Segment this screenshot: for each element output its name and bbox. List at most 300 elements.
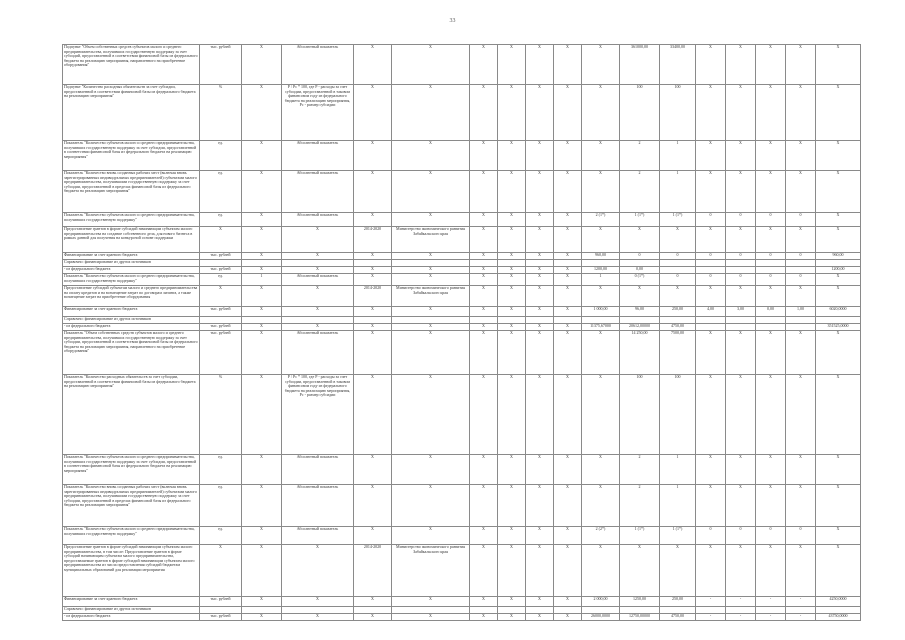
row-description-cell: Предоставление грантов в форме субсидий начинающим субъектам малого предпринимательства на создание собственного дела, для нового бизнеса в рамках данной для получения на конкурсной основе поддержки xyxy=(63,227,200,253)
table-cell: X xyxy=(786,331,816,375)
table-cell: X xyxy=(726,85,756,141)
table-cell xyxy=(282,317,354,324)
table-cell: X xyxy=(498,267,526,274)
table-cell: X xyxy=(282,253,354,260)
table-cell xyxy=(498,317,526,324)
table-cell: X xyxy=(242,171,282,213)
table-cell: X xyxy=(816,527,861,545)
table-cell: X xyxy=(470,307,498,317)
table-cell: 1 xyxy=(660,141,696,171)
table-cell: 1 000,00 xyxy=(582,307,620,317)
table-cell: 351525,0000 xyxy=(816,324,861,331)
table-cell xyxy=(470,317,498,324)
table-cell: X xyxy=(554,227,582,253)
table-cell: X xyxy=(816,286,861,307)
table-cell: 0 xyxy=(726,253,756,260)
table-cell: X xyxy=(526,545,554,597)
table-cell: 4250,0000 xyxy=(816,597,861,607)
table-cell: X xyxy=(392,45,470,85)
table-cell: 33400,00 xyxy=(660,45,696,85)
table-cell: X xyxy=(242,227,282,253)
table-cell: Абсолютный показатель xyxy=(282,331,354,375)
table-row xyxy=(63,607,861,614)
table-cell: X xyxy=(242,527,282,545)
table-cell: 0 xyxy=(726,274,756,286)
table-cell: X xyxy=(498,614,526,621)
table-row xyxy=(63,274,861,286)
table-cell: 20612,00000 xyxy=(620,324,660,331)
table-cell: X xyxy=(498,324,526,331)
table-cell: X xyxy=(242,485,282,527)
table-cell: X xyxy=(526,171,554,213)
row-description-cell: Показатель "Количество субъектов малого и среднего предпринимательства, получивших государственную поддержку" xyxy=(63,274,200,286)
row-description-cell: Показатель "Количество расходных обязательств за счет субсидии, предоставленной в соответствии финансовой базы из федерального бюджета на реализацию мероприятия" xyxy=(63,375,200,455)
table-cell xyxy=(660,317,696,324)
table-row xyxy=(63,317,861,324)
table-cell: X xyxy=(554,45,582,85)
table-cell: X xyxy=(816,455,861,485)
table-cell: 1 xyxy=(660,455,696,485)
table-cell: X xyxy=(786,286,816,307)
table-cell xyxy=(660,607,696,614)
table-cell: X xyxy=(354,274,392,286)
table-cell: X xyxy=(526,274,554,286)
table-cell: тыс. рублей xyxy=(200,324,242,331)
table-cell: X xyxy=(756,455,786,485)
table-cell: Абсолютный показатель xyxy=(282,274,354,286)
table-cell: X xyxy=(786,485,816,527)
table-cell: X xyxy=(498,375,526,455)
table-cell: X xyxy=(816,141,861,171)
table-cell: X xyxy=(756,485,786,527)
table-cell: Абсолютный показатель xyxy=(282,455,354,485)
table-cell: X xyxy=(282,324,354,331)
table-cell: X xyxy=(526,85,554,141)
table-cell: X xyxy=(554,324,582,331)
table-row xyxy=(63,253,861,260)
table-cell: X xyxy=(726,545,756,597)
table-cell: Абсолютный показатель xyxy=(282,141,354,171)
table-cell: X xyxy=(498,85,526,141)
table-cell: X xyxy=(526,331,554,375)
table-cell xyxy=(582,607,620,614)
table-cell: 1,00 xyxy=(786,307,816,317)
table-cell: X xyxy=(786,45,816,85)
table-row xyxy=(63,375,861,455)
table-cell xyxy=(526,607,554,614)
table-cell: X xyxy=(392,614,470,621)
table-cell: 0 xyxy=(756,527,786,545)
table-cell: X xyxy=(242,614,282,621)
table-cell: X xyxy=(354,45,392,85)
table-cell xyxy=(470,607,498,614)
table-cell: X xyxy=(354,141,392,171)
table-cell: тыс. рублей xyxy=(200,614,242,621)
table-cell xyxy=(726,317,756,324)
table-row xyxy=(63,324,861,331)
table-cell: Абсолютный показатель xyxy=(282,485,354,527)
table-cell xyxy=(354,317,392,324)
table-cell: 0 xyxy=(726,527,756,545)
table-cell: - xyxy=(726,597,756,607)
table-cell: 26000,0000 xyxy=(582,614,620,621)
table-cell xyxy=(282,260,354,267)
table-row xyxy=(63,286,861,307)
table-cell xyxy=(816,607,861,614)
table-cell: X xyxy=(354,527,392,545)
table-cell: P / Pc * 100, где P - расходы за счет субсидии, предоставленной в таковом финансовом году из федерального бюджета на реализацию мероприятия, Pc - размер субсидии xyxy=(282,375,354,455)
table-cell: X xyxy=(470,45,498,85)
table-cell: X xyxy=(554,527,582,545)
table-cell: 1 (1*) xyxy=(620,213,660,227)
table-cell xyxy=(756,267,786,274)
table-cell: X xyxy=(354,331,392,375)
row-description-cell: Показатель "Количество вновь созданных рабочих мест (включая вновь зарегистрированных индивидуальных предпринимателей) субъектами малого предпринимательства, получившими государственную поддержку за счет субсидии, предоставленной в пределах финансовой базы из федерального бюджета на реализацию мероприятия" xyxy=(63,171,200,213)
table-cell xyxy=(554,260,582,267)
table-cell: X xyxy=(392,375,470,455)
table-cell: X xyxy=(582,85,620,141)
table-cell: X xyxy=(660,286,696,307)
program-table xyxy=(62,44,861,621)
row-description-cell: Показатель "Количество субъектов малого и среднего предпринимательства, получивших государственную поддержку за счет субсидии, предоставленной в соответствии финансовой базы из федерального бюджета на реализацию мероприятия" xyxy=(63,141,200,171)
table-cell: X xyxy=(498,455,526,485)
table-cell: 1 (1*) xyxy=(660,213,696,227)
table-cell xyxy=(660,267,696,274)
table-cell: X xyxy=(526,213,554,227)
table-cell: X xyxy=(470,267,498,274)
table-cell xyxy=(554,607,582,614)
table-cell: X xyxy=(242,455,282,485)
table-cell: - xyxy=(726,614,756,621)
table-cell: 4,00 xyxy=(696,307,726,317)
table-cell: X xyxy=(498,331,526,375)
table-cell xyxy=(392,607,470,614)
row-description-cell: Показатель "Количество субъектов малого и среднего предпринимательства, получивших государственную поддержку" xyxy=(63,527,200,545)
table-cell: X xyxy=(498,274,526,286)
table-cell: X xyxy=(282,227,354,253)
table-cell xyxy=(696,260,726,267)
table-cell: X xyxy=(526,485,554,527)
table-cell: X xyxy=(470,331,498,375)
table-cell: X xyxy=(470,253,498,260)
table-cell: X xyxy=(498,227,526,253)
table-cell: X xyxy=(526,286,554,307)
table-row xyxy=(63,45,861,85)
table-cell: 12750,00000 xyxy=(620,614,660,621)
table-cell xyxy=(392,260,470,267)
table-cell: 1200,00 xyxy=(816,267,861,274)
table-cell: X xyxy=(526,227,554,253)
table-cell xyxy=(498,607,526,614)
table-cell: X xyxy=(498,45,526,85)
table-cell: 100 xyxy=(660,375,696,455)
table-cell: X xyxy=(696,85,726,141)
table-cell: X xyxy=(554,614,582,621)
row-description-cell: - из федерального бюджета xyxy=(63,267,200,274)
table-cell: тыс. рублей xyxy=(200,267,242,274)
table-cell: X xyxy=(470,227,498,253)
table-cell: Абсолютный показатель xyxy=(282,171,354,213)
table-cell: X xyxy=(554,375,582,455)
table-cell: X xyxy=(756,286,786,307)
table-cell: X xyxy=(726,171,756,213)
table-cell: X xyxy=(282,614,354,621)
table-cell: X xyxy=(498,485,526,527)
table-cell xyxy=(786,607,816,614)
table-cell: X xyxy=(242,213,282,227)
table-cell: X xyxy=(582,375,620,455)
table-cell: X xyxy=(242,375,282,455)
table-cell xyxy=(786,324,816,331)
table-cell xyxy=(582,260,620,267)
row-description-cell: Подпункт "Объем собственных средств субъектов малого и среднего предпринимательства, получивших государственную поддержку за счет субсидий, предоставленной в соответствии финансовой базы из федерального бюджета на реализацию мероприятия, направленного на приобретение оборудования" xyxy=(63,45,200,85)
table-cell: - xyxy=(696,614,726,621)
table-cell: Министерство экономического развития Забайкальского края xyxy=(392,227,470,253)
table-cell: X xyxy=(354,171,392,213)
table-cell xyxy=(696,317,726,324)
table-row xyxy=(63,527,861,545)
table-cell xyxy=(582,317,620,324)
table-cell: X xyxy=(526,455,554,485)
table-cell: X xyxy=(554,331,582,375)
table-cell xyxy=(660,260,696,267)
table-cell: 0 xyxy=(660,253,696,260)
table-cell: X xyxy=(498,213,526,227)
table-cell: - xyxy=(786,614,816,621)
table-cell xyxy=(526,260,554,267)
table-cell xyxy=(242,607,282,614)
table-row xyxy=(63,141,861,171)
table-cell: 0 xyxy=(660,274,696,286)
table-cell: X xyxy=(582,171,620,213)
table-row xyxy=(63,213,861,227)
table-cell: X xyxy=(354,307,392,317)
table-cell: X xyxy=(726,141,756,171)
table-cell: X xyxy=(756,45,786,85)
table-cell: X xyxy=(526,45,554,85)
table-cell: X xyxy=(696,45,726,85)
row-description-cell: Финансирование за счет краевого бюджета xyxy=(63,253,200,260)
table-cell xyxy=(242,317,282,324)
table-cell xyxy=(620,607,660,614)
table-cell: тыс. рублей xyxy=(200,331,242,375)
table-cell: X xyxy=(582,485,620,527)
table-row xyxy=(63,614,861,621)
table-cell xyxy=(620,260,660,267)
table-cell: X xyxy=(392,274,470,286)
table-cell: X xyxy=(696,227,726,253)
table-cell: X xyxy=(554,485,582,527)
table-cell xyxy=(526,317,554,324)
table-row xyxy=(63,307,861,317)
table-cell: 1 (1*) xyxy=(620,527,660,545)
table-cell: X xyxy=(354,485,392,527)
table-cell xyxy=(498,260,526,267)
table-cell: ед. xyxy=(200,274,242,286)
table-cell: X xyxy=(200,227,242,253)
table-cell: X xyxy=(498,171,526,213)
table-cell xyxy=(620,317,660,324)
table-cell: X xyxy=(756,85,786,141)
table-cell xyxy=(726,267,756,274)
table-cell: X xyxy=(470,597,498,607)
table-cell: X xyxy=(470,171,498,213)
table-cell xyxy=(696,324,726,331)
table-row xyxy=(63,597,861,607)
table-cell: X xyxy=(354,455,392,485)
table-cell: X xyxy=(526,614,554,621)
table-cell: X xyxy=(816,375,861,455)
table-cell: X xyxy=(726,375,756,455)
table-cell: 1 xyxy=(660,485,696,527)
table-cell: 2 xyxy=(620,171,660,213)
table-cell: 0,00 xyxy=(756,307,786,317)
table-cell: X xyxy=(554,267,582,274)
table-cell xyxy=(354,607,392,614)
table-cell: X xyxy=(526,141,554,171)
table-cell: X xyxy=(470,614,498,621)
table-cell: X xyxy=(498,307,526,317)
table-cell: X xyxy=(498,527,526,545)
table-cell: X xyxy=(354,253,392,260)
table-cell: X xyxy=(498,545,526,597)
table-cell xyxy=(756,260,786,267)
table-cell xyxy=(726,324,756,331)
row-description-cell: Показатель "Количество субъектов малого и среднего предпринимательства, получивших государственную поддержку за счет субсидии, предоставленной в соответствии финансовой базы из федерального бюджета на реализацию мероприятия" xyxy=(63,455,200,485)
table-cell: X xyxy=(470,527,498,545)
page-number: 33 xyxy=(449,18,456,24)
table-cell: 0 xyxy=(756,253,786,260)
table-cell: 2014-2020 xyxy=(354,227,392,253)
table-cell xyxy=(242,260,282,267)
table-cell: X xyxy=(554,597,582,607)
table-cell: X xyxy=(282,307,354,317)
table-cell: X xyxy=(354,85,392,141)
table-cell: - xyxy=(786,597,816,607)
table-cell xyxy=(696,267,726,274)
table-cell: X xyxy=(470,85,498,141)
table-cell xyxy=(392,317,470,324)
table-cell: X xyxy=(470,485,498,527)
table-row xyxy=(63,227,861,253)
table-cell: X xyxy=(582,227,620,253)
row-description-cell: - из федерального бюджета xyxy=(63,614,200,621)
table-cell: 7500,00 xyxy=(660,331,696,375)
table-cell: X xyxy=(786,141,816,171)
table-cell: 4750,00 xyxy=(660,614,696,621)
table-cell: 96,00 xyxy=(620,307,660,317)
table-cell xyxy=(470,260,498,267)
table-cell: 2 000,00 xyxy=(582,597,620,607)
table-cell xyxy=(786,260,816,267)
table-cell xyxy=(282,607,354,614)
table-cell: X xyxy=(354,324,392,331)
table-cell: 2 (2*) xyxy=(582,527,620,545)
table-row xyxy=(63,85,861,141)
table-cell: X xyxy=(582,455,620,485)
table-cell: 100 xyxy=(620,375,660,455)
table-cell xyxy=(354,260,392,267)
table-cell: 4750,00 xyxy=(660,324,696,331)
table-cell: X xyxy=(470,324,498,331)
table-cell: X xyxy=(242,545,282,597)
table-cell: X xyxy=(786,171,816,213)
table-cell xyxy=(200,317,242,324)
table-cell: 0,00 xyxy=(620,267,660,274)
table-cell: 11375,67000 xyxy=(582,324,620,331)
table-cell: тыс. рублей xyxy=(200,253,242,260)
table-cell: X xyxy=(582,141,620,171)
table-cell: % xyxy=(200,375,242,455)
table-cell: 2 xyxy=(620,455,660,485)
table-cell xyxy=(554,317,582,324)
table-cell: X xyxy=(696,455,726,485)
table-cell: - xyxy=(756,614,786,621)
table-cell: 0 xyxy=(786,213,816,227)
table-cell: 0 xyxy=(620,253,660,260)
table-cell: 0 xyxy=(786,274,816,286)
table-cell: P / Pc * 100, где P - расходы за счет субсидии, предоставленной в таковом финансовом году из федерального бюджета на реализацию мероприятия, Pc - размер субсидии xyxy=(282,85,354,141)
row-description-cell: Предоставление субсидий субъектам малого и среднего предпринимательства на оплату кредитов и на возмещение затрат по договорам лизинга, а также возмещение затрат на приобретение оборудования xyxy=(63,286,200,307)
table-cell: X xyxy=(470,375,498,455)
table-cell: X xyxy=(242,331,282,375)
table-cell: X xyxy=(242,307,282,317)
row-description-cell: Показатель "Количество субъектов малого и среднего предпринимательства, получивших государственную поддержку" xyxy=(63,213,200,227)
table-cell: X xyxy=(554,141,582,171)
table-cell: X xyxy=(470,274,498,286)
table-cell: 960,00 xyxy=(582,253,620,260)
table-cell: X xyxy=(242,85,282,141)
table-cell: X xyxy=(554,274,582,286)
table-cell: ед. xyxy=(200,485,242,527)
table-cell: X xyxy=(620,545,660,597)
table-cell: X xyxy=(726,286,756,307)
table-cell: X xyxy=(242,286,282,307)
table-cell: X xyxy=(816,85,861,141)
table-cell: Министерство экономического развития Забайкальского края xyxy=(392,545,470,597)
table-cell: 1250,00 xyxy=(620,597,660,607)
table-cell: X xyxy=(392,455,470,485)
table-cell: Абсолютный показатель xyxy=(282,45,354,85)
row-description-cell: Показатель "Количество вновь созданных рабочих мест (включая вновь зарегистрированных индивидуальных предпринимателей) субъектами малого предпринимательства, получившими государственную поддержку за счет субсидии, предоставленной в пределах финансовой базы из федерального бюджета на реализацию мероприятия" xyxy=(63,485,200,527)
table-cell xyxy=(200,260,242,267)
table-cell: X xyxy=(392,141,470,171)
table-cell: X xyxy=(726,331,756,375)
table-cell: ед. xyxy=(200,527,242,545)
table-cell: X xyxy=(582,545,620,597)
table-cell xyxy=(756,607,786,614)
row-description-cell: Справочно: финансирование из других источников xyxy=(63,607,200,614)
table-cell: X xyxy=(392,267,470,274)
table-cell: X xyxy=(526,253,554,260)
table-cell: X xyxy=(620,227,660,253)
table-cell: X xyxy=(200,545,242,597)
table-cell: тыс. рублей xyxy=(200,45,242,85)
row-description-cell: Показатель "Объем собственных средств субъектов малого и среднего предпринимательства, получивших государственную поддержку за счет субсидии, предоставленной в соответствии финансовой базы из федерального бюджета на реализацию мероприятия, направленного на приобретение оборудования" xyxy=(63,331,200,375)
table-cell xyxy=(726,607,756,614)
table-cell: X xyxy=(242,324,282,331)
table-cell: X xyxy=(696,375,726,455)
table-cell: 0 xyxy=(696,213,726,227)
table-cell: 14 250,00 xyxy=(620,331,660,375)
table-cell: X xyxy=(354,267,392,274)
table-row xyxy=(63,171,861,213)
table-cell: X xyxy=(786,545,816,597)
table-cell: X xyxy=(282,597,354,607)
table-cell: X xyxy=(242,253,282,260)
table-cell: 43750,0000 xyxy=(816,614,861,621)
table-cell: X xyxy=(354,597,392,607)
